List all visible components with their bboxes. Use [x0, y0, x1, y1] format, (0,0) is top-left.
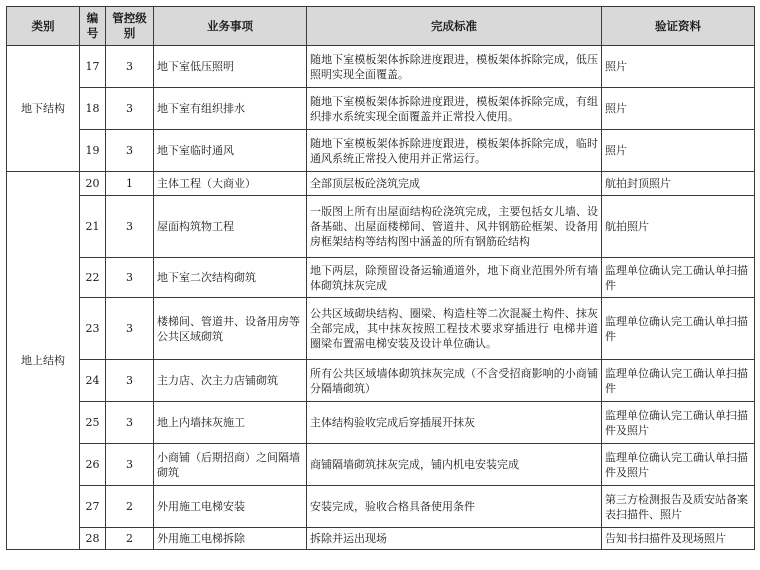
- row-level: 3: [106, 360, 154, 402]
- row-evidence: 照片: [602, 46, 755, 88]
- header-evidence: 验证资料: [602, 7, 755, 46]
- row-number: 26: [80, 444, 106, 486]
- row-standard: 随地下室模板架体拆除进度跟进，模板架体拆除完成，低压照明实现全面覆盖。: [307, 46, 602, 88]
- row-number: 24: [80, 360, 106, 402]
- row-item: 小商铺（后期招商）之间隔墙砌筑: [154, 444, 307, 486]
- row-level: 3: [106, 130, 154, 172]
- control-table: [6, 6, 755, 550]
- row-item: 地下室二次结构砌筑: [154, 258, 307, 298]
- category-cell-aboveground: 地上结构: [7, 172, 80, 550]
- header-category: 类别: [7, 7, 80, 46]
- row-number: 25: [80, 402, 106, 444]
- row-standard: 拆除并运出现场: [307, 528, 602, 550]
- row-level: 3: [106, 298, 154, 360]
- row-item: 地上内墙抹灰施工: [154, 402, 307, 444]
- table-row: [7, 172, 755, 196]
- row-level: 2: [106, 528, 154, 550]
- row-level: 3: [106, 402, 154, 444]
- row-item: 主体工程（大商业）: [154, 172, 307, 196]
- row-evidence: 告知书扫描件及现场照片: [602, 528, 755, 550]
- row-number: 21: [80, 196, 106, 258]
- control-table-sheet: [6, 6, 754, 550]
- row-item: 主力店、次主力店铺砌筑: [154, 360, 307, 402]
- table-row: [7, 130, 755, 172]
- row-number: 18: [80, 88, 106, 130]
- row-level: 1: [106, 172, 154, 196]
- row-number: 20: [80, 172, 106, 196]
- row-item: 地下室有组织排水: [154, 88, 307, 130]
- table-row: [7, 444, 755, 486]
- row-level: 3: [106, 196, 154, 258]
- row-item: 地下室临时通风: [154, 130, 307, 172]
- row-standard: 公共区域砌块结构、圈梁、构造柱等二次混凝土构件、抹灰全部完成，其中抹灰按照工程技术要求穿插进行 电梯井道圈梁布置需电梯安装及设计单位确认。: [307, 298, 602, 360]
- header-row: [7, 7, 755, 46]
- row-number: 23: [80, 298, 106, 360]
- row-number: 22: [80, 258, 106, 298]
- row-number: 27: [80, 486, 106, 528]
- row-evidence: 第三方检测报告及质安站备案表扫描件、照片: [602, 486, 755, 528]
- row-standard: 主体结构验收完成后穿插展开抹灰: [307, 402, 602, 444]
- row-standard: 安装完成，验收合格具备使用条件: [307, 486, 602, 528]
- category-cell-underground: 地下结构: [7, 46, 80, 172]
- table-row: [7, 402, 755, 444]
- row-item: 地下室低压照明: [154, 46, 307, 88]
- row-evidence: 航拍封顶照片: [602, 172, 755, 196]
- table-row: [7, 360, 755, 402]
- row-number: 28: [80, 528, 106, 550]
- table-row: [7, 298, 755, 360]
- row-standard: 全部顶层板砼浇筑完成: [307, 172, 602, 196]
- header-item: 业务事项: [154, 7, 307, 46]
- row-evidence: 航拍照片: [602, 196, 755, 258]
- row-standard: 一版图上所有出屋面结构砼浇筑完成，主要包括女儿墙、设备基础、出屋面楼梯间、管道井、风井钢筋砼框架、设备用房框架结构等结构图中涵盖的所有钢筋砼结构: [307, 196, 602, 258]
- row-evidence: 监理单位确认完工确认单扫描件: [602, 258, 755, 298]
- row-item: 屋面构筑物工程: [154, 196, 307, 258]
- row-item: 楼梯间、管道井、设备用房等公共区域砌筑: [154, 298, 307, 360]
- header-number: 编号: [80, 7, 106, 46]
- row-evidence: 照片: [602, 130, 755, 172]
- row-evidence: 照片: [602, 88, 755, 130]
- row-evidence: 监理单位确认完工确认单扫描件: [602, 298, 755, 360]
- table-row: [7, 46, 755, 88]
- table-row: [7, 528, 755, 550]
- row-standard: 商铺隔墙砌筑抹灰完成，铺内机电安装完成: [307, 444, 602, 486]
- table-row: [7, 258, 755, 298]
- row-evidence: 监理单位确认完工确认单扫描件及照片: [602, 402, 755, 444]
- row-level: 3: [106, 88, 154, 130]
- row-level: 3: [106, 46, 154, 88]
- row-standard: 地下两层，除预留设备运输通道外，地下商业范围外所有墙体砌筑抹灰完成: [307, 258, 602, 298]
- row-level: 3: [106, 258, 154, 298]
- row-number: 17: [80, 46, 106, 88]
- table-row: [7, 88, 755, 130]
- row-evidence: 监理单位确认完工确认单扫描件: [602, 360, 755, 402]
- header-standard: 完成标准: [307, 7, 602, 46]
- row-standard: 随地下室模板架体拆除进度跟进，模板架体拆除完成，临时通风系统正常投入使用并正常运行。: [307, 130, 602, 172]
- row-number: 19: [80, 130, 106, 172]
- table-row: [7, 196, 755, 258]
- row-level: 3: [106, 444, 154, 486]
- row-standard: 所有公共区域墙体砌筑抹灰完成（不含受招商影响的小商铺分隔墙砌筑）: [307, 360, 602, 402]
- header-level: 管控级别: [106, 7, 154, 46]
- table-row: [7, 486, 755, 528]
- row-level: 2: [106, 486, 154, 528]
- row-item: 外用施工电梯安装: [154, 486, 307, 528]
- row-evidence: 监理单位确认完工确认单扫描件及照片: [602, 444, 755, 486]
- row-standard: 随地下室模板架体拆除进度跟进，模板架体拆除完成，有组织排水系统实现全面覆盖并正常投入使用。: [307, 88, 602, 130]
- row-item: 外用施工电梯拆除: [154, 528, 307, 550]
